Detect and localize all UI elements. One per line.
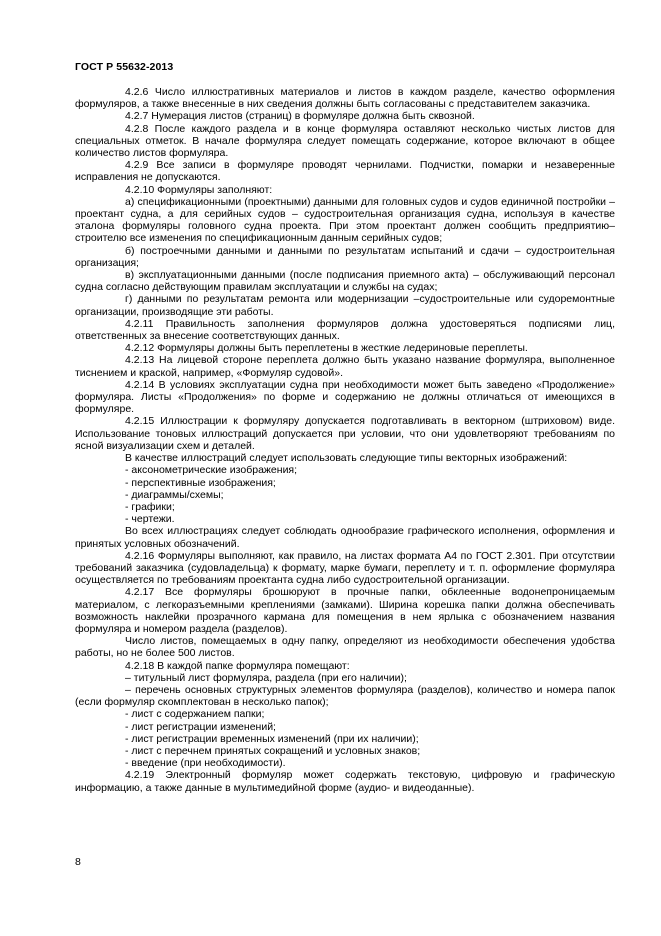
- list-item: - графики;: [125, 500, 175, 513]
- list-paragraph: б) построечными данными и данными по результатам испытаний и сдачи – судостроительная организация;: [75, 244, 615, 269]
- paragraph: В качестве иллюстраций следует использовать следующие типы векторных изображений:: [125, 452, 568, 465]
- paragraph: 4.2.15 Иллюстрации к формуляру допускается подготавливать в векторном (штриховом) виде. Использование тоновых иллюстраций допускается при условии, что они удовлетворяют требованиям по ясной визуализации схем и деталей.: [75, 415, 615, 452]
- paragraph: 4.2.7 Нумерация листов (страниц) в формуляре должна быть сквозной.: [125, 110, 475, 123]
- paragraph: 4.2.13 На лицевой стороне переплета должно быть указано название формуляра, выполненное тиснением и краской, например, «Формуляр судовой».: [75, 354, 615, 379]
- paragraph: 4.2.9 Все записи в формуляре проводят чернилами. Подчистки, помарки и незаверенные исправления не допускаются.: [75, 159, 615, 184]
- list-paragraph: г) данными по результатам ремонта или модернизации –судостроительные или судоремонтные организации, производящие эти работы.: [75, 293, 615, 318]
- paragraph: 4.2.12 Формуляры должны быть переплетены в жесткие ледериновые переплеты.: [125, 342, 528, 355]
- list-item: - лист с содержанием папки;: [125, 708, 265, 721]
- standard-header: ГОСТ Р 55632-2013: [75, 61, 174, 73]
- paragraph: 4.2.6 Число иллюстративных материалов и листов в каждом разделе, качество оформления формуляров, а также внесенные в них сведения должны быть согласованы с представителем заказчика.: [75, 86, 615, 111]
- paragraph: 4.2.19 Электронный формуляр может содержать текстовую, цифровую и графическую информацию, а также данные в мультимедийной форме (аудио- и видеоданные).: [75, 769, 615, 794]
- paragraph: 4.2.17 Все формуляры брошюруют в прочные папки, обклеенные водонепроницаемым материалом, с легкоразъемными креплениями (замками). Ширина корешка папки должна обеспечивать возможность наклейки прозрачного кармана для помещения в нем ярлыка с обозначением названия формуляра и номером раздела (разделов).: [75, 586, 615, 635]
- list-paragraph: в) эксплуатационными данными (после подписания приемного акта) – обслуживающий персонал судна согласно действующим правилам эксплуатации и службы на судах;: [75, 269, 615, 294]
- page-number: 8: [75, 856, 81, 868]
- list-item: - перспективные изображения;: [125, 476, 276, 489]
- list-item: - диаграммы/схемы;: [125, 488, 224, 501]
- paragraph: 4.2.18 В каждой папке формуляра помещают:: [125, 659, 350, 672]
- list-item: - лист с перечнем принятых сокращений и условных знаков;: [125, 744, 421, 757]
- list-item: - лист регистрации временных изменений (при их наличии);: [125, 732, 419, 745]
- list-item: - аксонометрические изображения;: [125, 464, 298, 477]
- paragraph: 4.2.11 Правильность заполнения формуляров должна удостоверяться подписями лиц, ответственных за внесение соответствующих данных.: [75, 317, 615, 343]
- paragraph: Во всех иллюстрациях следует соблюдать однообразие графического исполнения, оформления и принятых условных обозначений.: [75, 525, 615, 550]
- paragraph: Число листов, помещаемых в одну папку, определяют из необходимости обеспечения удобства работы, но не более 500 листов.: [75, 635, 615, 660]
- list-item: - лист регистрации изменений;: [125, 720, 276, 733]
- list-item: - чертежи.: [125, 513, 175, 526]
- list-paragraph: а) спецификационными (проектными) данными для головных судов и судов единичной постройки – проектант судна, а для серийных судов – судостроительная организация судна, используя в качестве эталона формуляры головного судна проекта. При этом проектант должен сообщить предприятию–строителю все изменения по спецификационным данным серийных судов;: [75, 195, 615, 245]
- paragraph: 4.2.8 После каждого раздела и в конце формуляра оставляют несколько чистых листов для специальных отметок. В начале формуляра следует помещать содержание, которое включают в общее количество листов формуляра.: [75, 122, 615, 160]
- list-item: - введение (при необходимости).: [125, 757, 286, 770]
- paragraph: 4.2.14 В условиях эксплуатации судна при необходимости может быть заведено «Продолжение» формуляра. Листы «Продолжения» по форме и содержанию не должны отличаться от имеющихся в формуляре.: [75, 378, 615, 416]
- paragraph: 4.2.10 Формуляры заполняют:: [125, 183, 273, 196]
- list-item: – перечень основных структурных элементов формуляра (разделов), количество и номера папок (если формуляр скомплектован в несколько папок);: [75, 683, 615, 709]
- document-body: [75, 86, 615, 794]
- list-item: – титульный лист формуляра, раздела (при его наличии);: [125, 671, 407, 684]
- paragraph: 4.2.16 Формуляры выполняют, как правило, на листах формата А4 по ГОСТ 2.301. При отсутствии требований заказчика (судовладельца) к формату, марке бумаги, переплету и т. п. оформление формуляра осуществляется по требованиям проектанта судна либо судостроительной организации.: [75, 549, 615, 587]
